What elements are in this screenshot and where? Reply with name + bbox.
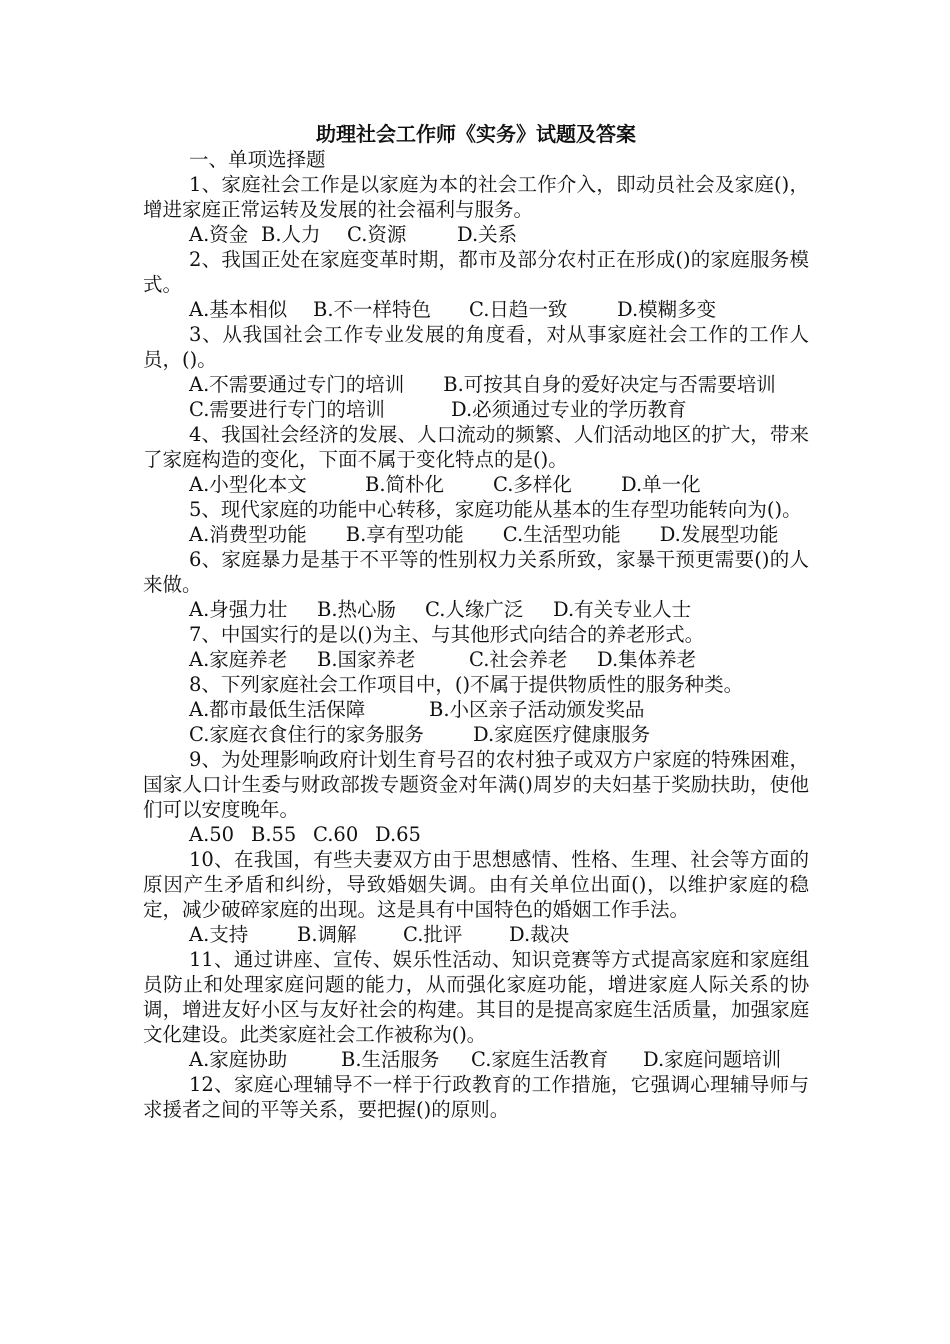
question-11-options (143, 1047, 809, 1072)
question-2-option-a: A.基本相似 (189, 298, 288, 321)
question-9-option-c: C.60 (313, 823, 359, 846)
question-7-option-a: A.家庭养老 (189, 648, 288, 671)
question-4-text: 4、我国社会经济的发展、人口流动的频繁、人们活动地区的扩大，带来了家庭构造的变化，下面不属于变化特点的是()。 (143, 423, 809, 471)
question-1-text: 1、家庭社会工作是以家庭为本的社会工作介入，即动员社会及家庭()，增进家庭正常运转及发展的社会福利与服务。 (143, 173, 809, 221)
question-9-option-b: B.55 (251, 823, 297, 846)
question-2-option-c: C.日趋一致 (469, 298, 568, 321)
question-4-option-d: D.单一化 (621, 473, 701, 496)
question-1-option-c: C.资源 (347, 223, 407, 246)
document-title: 助理社会工作师《实务》试题及答案 (316, 122, 636, 146)
question-10-option-d: D.裁决 (509, 923, 570, 946)
question-1-option-b: B.人力 (261, 223, 321, 246)
question-7-option-b: B.国家养老 (317, 648, 416, 671)
section-heading: 一、单项选择题 (189, 148, 326, 171)
question-7-option-d: D.集体养老 (597, 648, 697, 671)
question-8-options-cd (143, 722, 809, 747)
document-page (143, 122, 809, 1122)
question-11-option-a: A.家庭协助 (189, 1048, 288, 1071)
question-5-text: 5、现代家庭的功能中心转移，家庭功能从基本的生存型功能转向为()。 (189, 498, 802, 521)
question-1-option-a: A.资金 (189, 223, 249, 246)
question-2-option-b: B.不一样特色 (313, 298, 432, 321)
question-10-text: 10、在我国，有些夫妻双方由于思想感情、性格、生理、社会等方面的原因产生矛盾和纠纷，导致婚姻失调。由有关单位出面()，以维护家庭的稳定，减少破碎家庭的出现。这是具有中国特色的婚姻工作手法。 (143, 848, 809, 921)
question-6-options (143, 597, 809, 622)
question-6-option-c: C.人缘广泛 (425, 598, 524, 621)
question-10-options (143, 922, 809, 947)
question-11-text: 11、通过讲座、宣传、娱乐性活动、知识竞赛等方式提高家庭和家庭组员防止和处理家庭问题的能力，从而强化家庭功能，增进家庭人际关系的协调，增进友好小区与友好社会的构建。其目的是提高家庭生活质量，加强家庭文化建设。此类家庭社会工作被称为()。 (143, 948, 809, 1046)
question-7-text: 7、中国实行的是以()为主、与其他形式向结合的养老形式。 (189, 623, 705, 646)
question-11-option-b: B.生活服务 (341, 1048, 440, 1071)
question-4-option-c: C.多样化 (493, 473, 572, 496)
question-9-options (143, 822, 809, 847)
question-10-option-b: B.调解 (297, 923, 357, 946)
question-11-option-d: D.家庭问题培训 (643, 1048, 782, 1071)
question-10-option-c: C.批评 (403, 923, 463, 946)
question-4-options (143, 472, 809, 497)
question-2-options (143, 297, 809, 322)
question-3-options-ab: A.不需要通过专门的培训 B.可按其自身的爱好决定与否需要培训 (189, 373, 776, 396)
question-6-option-a: A.身强力壮 (189, 598, 288, 621)
question-8-option-b: B.小区亲子活动颁发奖品 (429, 698, 645, 721)
question-10-option-a: A.支持 (189, 923, 249, 946)
question-8-option-a: A.都市最低生活保障 (189, 698, 366, 721)
question-4-option-b: B.简朴化 (365, 473, 445, 496)
question-7-options (143, 647, 809, 672)
question-6-option-d: D.有关专业人士 (553, 598, 692, 621)
question-3-text: 3、从我国社会工作专业发展的角度看，对从事家庭社会工作的工作人员，()。 (143, 323, 809, 371)
question-8-option-c: C.家庭衣食住行的家务服务 (189, 723, 424, 746)
question-8-options-ab (143, 697, 809, 722)
question-4-option-a: A.小型化本文 (189, 473, 307, 496)
question-3-options-cd (143, 397, 809, 422)
question-9-option-d: D.65 (375, 823, 421, 846)
question-2-text: 2、我国正处在家庭变革时期，都市及部分农村正在形成()的家庭服务模式。 (143, 248, 809, 296)
question-8-text: 8、下列家庭社会工作项目中，()不属于提供物质性的服务种类。 (189, 673, 744, 696)
question-12-text: 12、家庭心理辅导不一样于行政教育的工作措施，它强调心理辅导师与求援者之间的平等关系，要把握()的原则。 (143, 1073, 809, 1121)
question-7-option-c: C.社会养老 (469, 648, 568, 671)
question-1-option-d: D.关系 (457, 223, 518, 246)
question-6-option-b: B.热心肠 (317, 598, 397, 621)
question-5-options: A.消费型功能 B.享有型功能 C.生活型功能 D.发展型功能 (189, 523, 779, 546)
question-9-text: 9、为处理影响政府计划生育号召的农村独子或双方户家庭的特殊困难，国家人口计生委与财政部拨专题资金对年满()周岁的夫妇基于奖励扶助，使他们可以安度晚年。 (143, 748, 809, 821)
question-9-option-a: A.50 (189, 823, 235, 846)
question-2-option-d: D.模糊多变 (617, 298, 717, 321)
question-6-text: 6、家庭暴力是基于不平等的性别权力关系所致，家暴干预更需要()的人来做。 (143, 548, 809, 596)
question-11-option-c: C.家庭生活教育 (471, 1048, 609, 1071)
question-8-option-d: D.家庭医疗健康服务 (473, 723, 651, 746)
question-3-option-c: C.需要进行专门的培训 (189, 398, 385, 421)
question-1-options (143, 222, 809, 247)
question-3-option-d: D.必须通过专业的学历教育 (451, 398, 687, 421)
